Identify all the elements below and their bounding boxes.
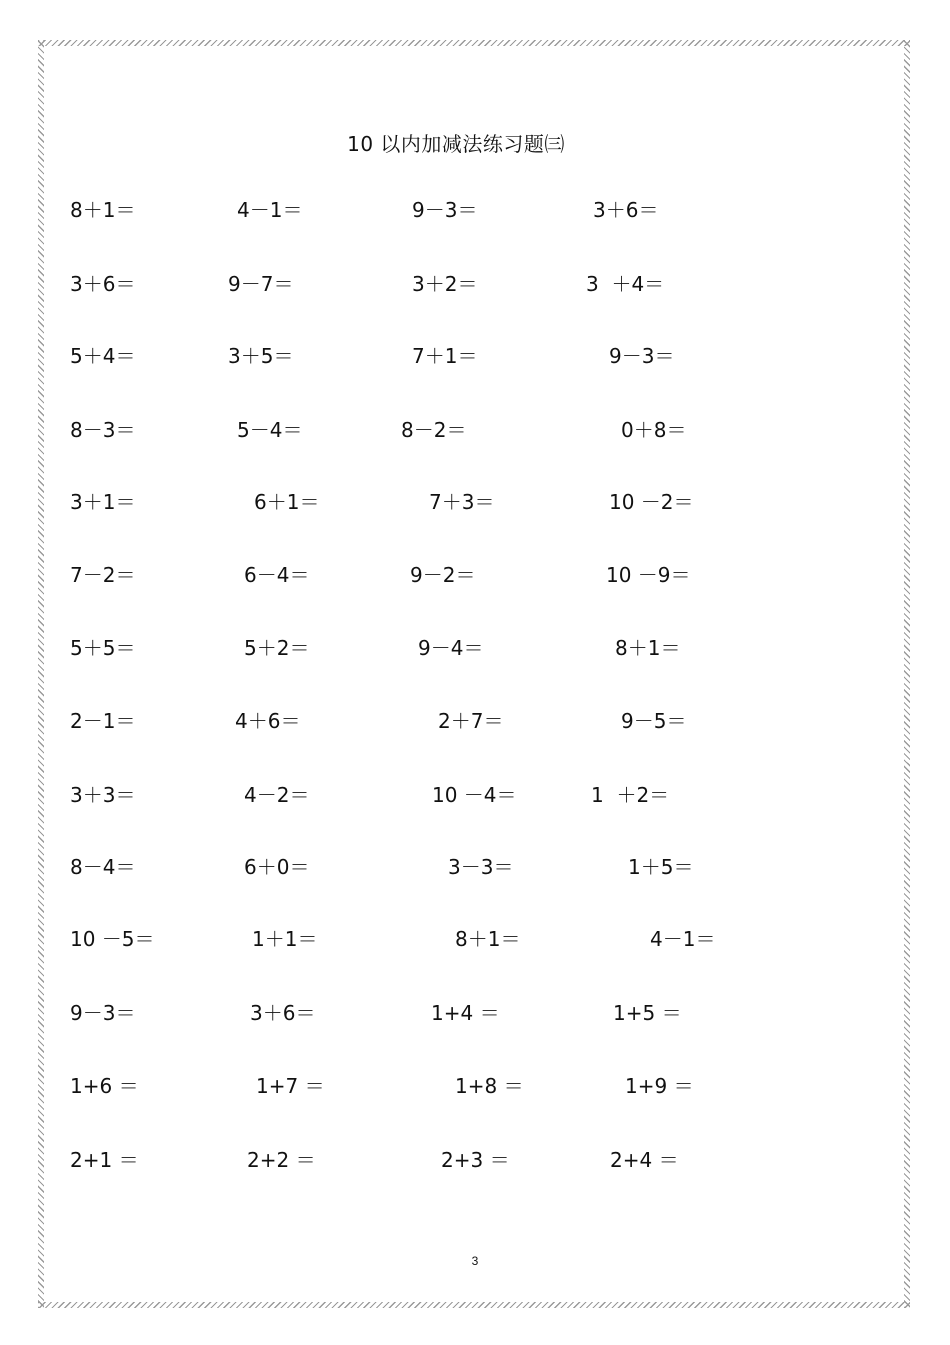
math-problem: 8＋1＝ xyxy=(455,927,521,951)
math-problem: 7＋3＝ xyxy=(429,490,495,514)
math-problem: 1＋1＝ xyxy=(252,927,318,951)
math-problem: 3＋6＝ xyxy=(593,198,659,222)
math-problem: 2+2 ＝ xyxy=(247,1148,316,1172)
math-problem: 2＋7＝ xyxy=(438,709,504,733)
math-problem: 9－4＝ xyxy=(418,636,484,660)
math-problem: 5＋4＝ xyxy=(70,344,136,368)
math-problem: 8－2＝ xyxy=(401,418,467,442)
math-problem: 5＋2＝ xyxy=(244,636,310,660)
math-problem: 3＋2＝ xyxy=(412,272,478,296)
math-problem: 1+4 ＝ xyxy=(431,1001,500,1025)
math-problem: 2+1 ＝ xyxy=(70,1148,139,1172)
math-problem: 8＋1＝ xyxy=(615,636,681,660)
math-problem: 1+5 ＝ xyxy=(613,1001,682,1025)
math-problem: 4－2＝ xyxy=(244,783,310,807)
math-problem: 1+7 ＝ xyxy=(256,1074,325,1098)
math-problem: 10 －5＝ xyxy=(70,927,155,951)
math-problem: 3＋6＝ xyxy=(250,1001,316,1025)
math-problem: 5＋5＝ xyxy=(70,636,136,660)
math-problem: 4－1＝ xyxy=(237,198,303,222)
math-problem: 2+4 ＝ xyxy=(610,1148,679,1172)
math-problem: 9－5＝ xyxy=(621,709,687,733)
math-problem: 3＋5＝ xyxy=(228,344,294,368)
math-problem: 8－3＝ xyxy=(70,418,136,442)
math-problem: 9－2＝ xyxy=(410,563,476,587)
math-problem: 9－3＝ xyxy=(70,1001,136,1025)
math-problem: 8＋1＝ xyxy=(70,198,136,222)
math-problem: 1+9 ＝ xyxy=(625,1074,694,1098)
math-problem: 4＋6＝ xyxy=(235,709,301,733)
math-problem: 1+6 ＝ xyxy=(70,1074,139,1098)
math-problem: 3＋3＝ xyxy=(70,783,136,807)
math-problem: 4－1＝ xyxy=(650,927,716,951)
math-problem: 3＋6＝ xyxy=(70,272,136,296)
math-problem: 1＋5＝ xyxy=(628,855,694,879)
border-bottom xyxy=(38,1302,910,1308)
math-problem: 3－3＝ xyxy=(448,855,514,879)
math-problem: 6＋1＝ xyxy=(254,490,320,514)
border-right xyxy=(904,40,910,1308)
math-problem: 9－3＝ xyxy=(609,344,675,368)
math-problem: 10 －2＝ xyxy=(609,490,694,514)
math-problem: 10 －4＝ xyxy=(432,783,517,807)
worksheet-title: 10 以内加减法练习题㈢ xyxy=(347,132,565,156)
math-problem: 1 ＋2＝ xyxy=(591,783,670,807)
math-problem: 2+3 ＝ xyxy=(441,1148,510,1172)
math-problem: 6－4＝ xyxy=(244,563,310,587)
math-problem: 6＋0＝ xyxy=(244,855,310,879)
math-problem: 7－2＝ xyxy=(70,563,136,587)
border-top xyxy=(38,40,910,46)
math-problem: 9－7＝ xyxy=(228,272,294,296)
math-problem: 9－3＝ xyxy=(412,198,478,222)
math-problem: 3 ＋4＝ xyxy=(586,272,665,296)
math-problem: 5－4＝ xyxy=(237,418,303,442)
math-problem: 2－1＝ xyxy=(70,709,136,733)
border-left xyxy=(38,40,44,1308)
math-problem: 0＋8＝ xyxy=(621,418,687,442)
math-problem: 3＋1＝ xyxy=(70,490,136,514)
math-problem: 8－4＝ xyxy=(70,855,136,879)
math-problem: 7＋1＝ xyxy=(412,344,478,368)
page-number: 3 xyxy=(471,1254,479,1268)
page-border xyxy=(38,40,910,1308)
math-problem: 1+8 ＝ xyxy=(455,1074,524,1098)
math-problem: 10 －9＝ xyxy=(606,563,691,587)
